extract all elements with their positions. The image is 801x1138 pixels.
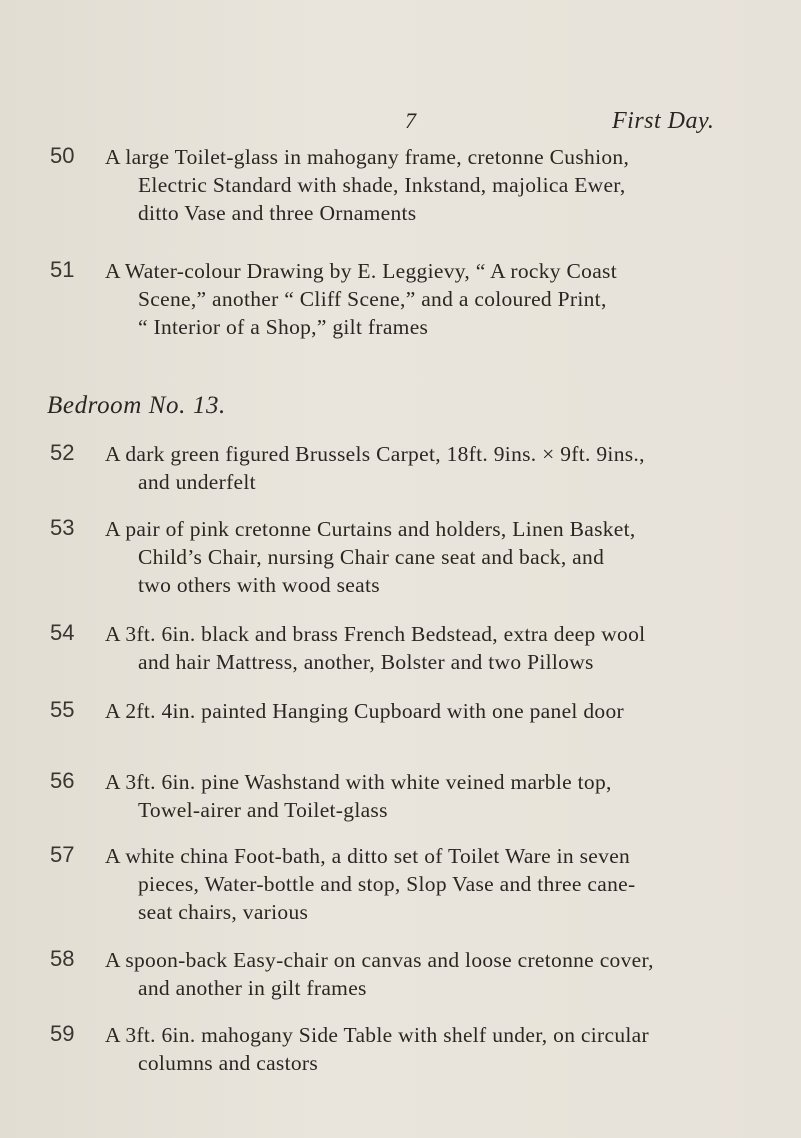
lot-line: ditto Vase and three Ornaments [138,201,417,225]
lot-description [105,768,795,824]
lot-line: pieces, Water-bottle and stop, Slop Vase and three cane- [138,872,636,896]
lot-description [105,257,795,341]
lot-number: 55 [50,697,75,722]
section-heading: Bedroom No. 13. [47,392,226,419]
page-header [0,108,801,138]
lot-number: 53 [50,515,75,540]
lot-description [105,1021,795,1077]
lot-line: A large Toilet-glass in mahogany frame, cretonne Cushion, [105,145,630,169]
lot-description [105,143,795,227]
lot-line: Towel-airer and Toilet-glass [138,798,388,822]
page-number: 7 [405,108,416,133]
lot-line: A dark green figured Brussels Carpet, 18ft. 9ins. × 9ft. 9ins., [105,442,645,466]
lot-line: columns and castors [138,1051,319,1075]
lot-number: 51 [50,257,75,282]
lot-description [105,946,795,1002]
lot-line: A 2ft. 4in. painted Hanging Cupboard with one panel door [105,699,624,723]
lot-line: seat chairs, various [138,900,309,924]
lot-line: A 3ft. 6in. mahogany Side Table with shelf under, on circular [105,1023,649,1047]
lot-line: A 3ft. 6in. pine Washstand with white veined marble top, [105,770,612,794]
lot-line: Scene,” another “ Cliff Scene,” and a coloured Print, [138,287,607,311]
lot-line: A Water-colour Drawing by E. Leggievy, “ A rocky Coast [105,259,618,283]
lot-description [105,515,795,599]
lot-line: and hair Mattress, another, Bolster and two Pillows [138,650,594,674]
lot-line: “ Interior of a Shop,” gilt frames [138,315,429,339]
lot-line: Child’s Chair, nursing Chair cane seat and back, and [138,545,605,569]
lot-number: 50 [50,143,75,168]
lot-number: 57 [50,842,75,867]
lot-line: two others with wood seats [138,573,380,597]
lot-line: A spoon-back Easy-chair on canvas and loose cretonne cover, [105,948,654,972]
lot-line: and another in gilt frames [138,976,367,1000]
lot-line: A pair of pink cretonne Curtains and holders, Linen Basket, [105,517,636,541]
lot-line: and underfelt [138,470,256,494]
lot-number: 54 [50,620,75,645]
lot-description [105,842,795,926]
lot-line: A white china Foot-bath, a ditto set of Toilet Ware in seven [105,844,631,868]
lot-number: 52 [50,440,75,465]
lot-line: Electric Standard with shade, Inkstand, majolica Ewer, [138,173,626,197]
lot-description [105,620,795,676]
lot-line: A 3ft. 6in. black and brass French Bedstead, extra deep wool [105,622,646,646]
lot-number: 56 [50,768,75,793]
lot-number: 58 [50,946,75,971]
lot-description [105,697,795,725]
lot-description [105,440,795,496]
running-title: First Day. [612,108,715,134]
lot-number: 59 [50,1021,75,1046]
